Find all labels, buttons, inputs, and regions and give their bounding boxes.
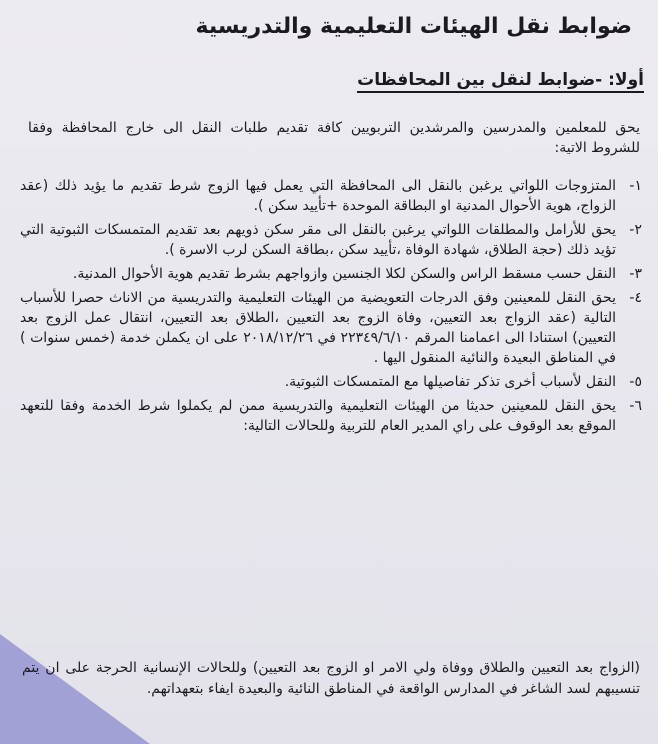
list-item bbox=[20, 372, 642, 392]
conditions-list bbox=[20, 176, 642, 440]
list-item bbox=[20, 288, 642, 368]
item-text: يحق النقل للمعينين وفق الدرجات التعويضية من الهيئات التعليمية والتدريسية من الاناث حصرا للأسباب التالية (عقد الزواج بعد التعيين، وفاة الزوج بعد التعيين ،الطلاق بعد التعيين، انتقال عمل الزوج بعد التعيين) استنادا الى اعمامنا المرقم ٢٢٣٤٩/٦/١٠ في ٢٠١٨/١٢/٢٦ على ان يكملن خدمة (خمس سنوات ) في المناطق البعيدة والنائية المنقول اليها . bbox=[20, 290, 617, 366]
list-item bbox=[20, 220, 642, 260]
list-item bbox=[20, 264, 642, 284]
item-number: ٥- bbox=[629, 374, 642, 390]
item-number: ٤- bbox=[629, 290, 642, 306]
item-number: ٢- bbox=[629, 222, 642, 238]
item-text: النقل حسب مسقط الراس والسكن لكلا الجنسين وازواجهم بشرط تقديم هوية الأحوال المدنية. bbox=[72, 266, 616, 282]
document-title: ضوابط نقل الهيئات التعليمية والتدريسية bbox=[195, 14, 632, 39]
item-text: يحق النقل للمعينين حديثا من الهيئات التعليمية والتدريسية ممن لم يكملوا شرط الخدمة وفقا للتعهد الموقع بعد الوقوف على راي المدير العام للتربية وللحالات التالية: bbox=[20, 398, 616, 434]
cases-paragraph: (الزواج بعد التعيين والطلاق ووفاة ولي الامر او الزوج بعد التعيين) وللحالات الإنسانية الحرجة على ان يتم تنسيبهم لسد الشاغر في المدارس الواقعة في المناطق النائية والبعيدة ايفاء بتعهداتهم. bbox=[22, 660, 640, 697]
item-text: يحق للأرامل والمطلقات اللواتي يرغبن بالنقل الى مقر سكن ذويهم بعد تقديم المتمسكات الثبوتية التي تؤيد ذلك (حجة الطلاق، شهادة الوفاة ،تأييد سكن ،بطاقة السكن لرب الاسرة ). bbox=[20, 222, 616, 258]
item-number: ٣- bbox=[629, 266, 642, 282]
item-text: المتزوجات اللواتي يرغبن بالنقل الى المحافظة التي يعمل فيها الزوج شرط تقديم ما يؤيد ذلك (عقد الزواج، هوية الأحوال المدنية او البطاقة الموحدة +تأييد سكن ). bbox=[20, 178, 616, 214]
item-number: ١- bbox=[629, 178, 642, 194]
item-text: النقل لأسباب أخرى تذكر تفاصيلها مع المتمسكات الثبوتية. bbox=[284, 374, 616, 390]
list-item bbox=[20, 176, 642, 216]
section-heading: أولا: -ضوابط لنقل بين المحافظات bbox=[357, 70, 644, 93]
list-item bbox=[20, 396, 642, 436]
intro-paragraph: يحق للمعلمين والمدرسين والمرشدين التربويين كافة تقديم طلبات النقل الى خارج المحافظة وفقا للشروط الاتية: bbox=[28, 120, 640, 156]
item-number: ٦- bbox=[629, 398, 642, 414]
